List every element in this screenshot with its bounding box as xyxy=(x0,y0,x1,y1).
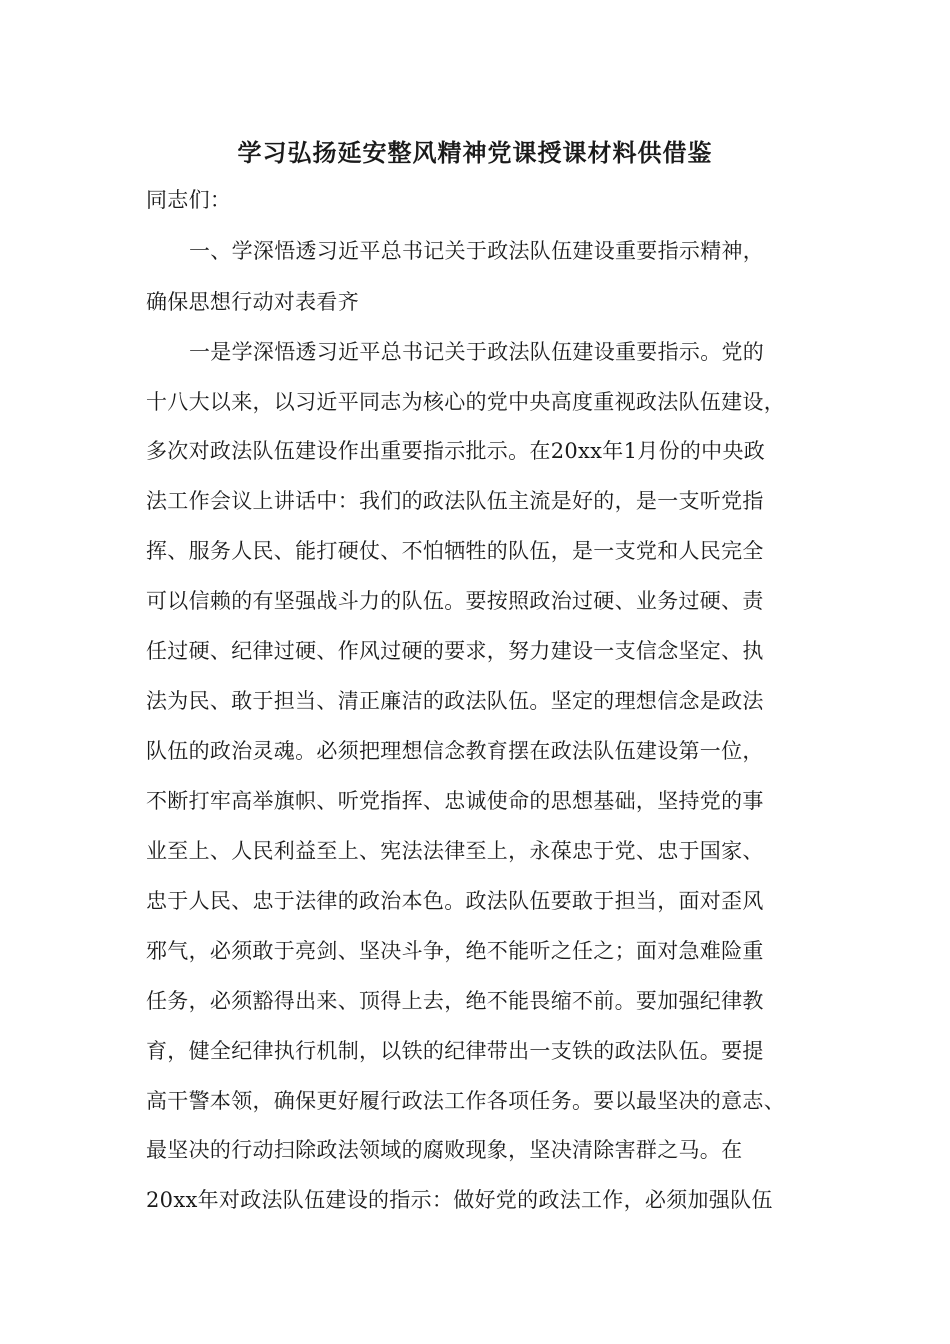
paragraph-line: 邪气，必须敢于亮剑、坚决斗争，绝不能听之任之；面对急难险重 xyxy=(146,939,764,963)
paragraph-line: 任务，必须豁得出来、顶得上去，绝不能畏缩不前。要加强纪律教 xyxy=(146,989,764,1013)
paragraph-line: 十八大以来，以习近平同志为核心的党中央高度重视政法队伍建设， xyxy=(146,390,785,414)
paragraph-line: 育，健全纪律执行机制，以铁的纪律带出一支铁的政法队伍。要提 xyxy=(146,1039,764,1063)
salutation: 同志们： xyxy=(146,188,232,212)
document-title: 学习弘扬延安整风精神党课授课材料供借鉴 xyxy=(237,138,713,167)
paragraph-line: 多次对政法队伍建设作出重要指示批示。在20xx年1月份的中央政 xyxy=(146,439,766,463)
paragraph-line: 忠于人民、忠于法律的政治本色。政法队伍要敢于担当，面对歪风 xyxy=(146,889,764,913)
section-heading-line-2: 确保思想行动对表看齐 xyxy=(146,290,359,314)
paragraph-line: 法为民、敢于担当、清正廉洁的政法队伍。坚定的理想信念是政法 xyxy=(146,689,764,713)
paragraph-line: 挥、服务人民、能打硬仗、不怕牺牲的队伍，是一支党和人民完全 xyxy=(146,539,764,563)
paragraph-line: 不断打牢高举旗帜、听党指挥、忠诚使命的思想基础，坚持党的事 xyxy=(146,789,764,813)
paragraph-line: 一是学深悟透习近平总书记关于政法队伍建设重要指示。党的 xyxy=(189,340,765,364)
paragraph-line: 业至上、人民利益至上、宪法法律至上，永葆忠于党、忠于国家、 xyxy=(146,839,764,863)
paragraph-line: 队伍的政治灵魂。必须把理想信念教育摆在政法队伍建设第一位， xyxy=(146,739,764,763)
paragraph-line: 法工作会议上讲话中：我们的政法队伍主流是好的，是一支听党指 xyxy=(146,489,764,513)
paragraph-line: 20xx年对政法队伍建设的指示：做好党的政法工作，必须加强队伍 xyxy=(146,1188,773,1212)
paragraph-line: 最坚决的行动扫除政法领域的腐败现象，坚决清除害群之马。在 xyxy=(146,1138,743,1162)
paragraph-line: 任过硬、纪律过硬、作风过硬的要求，努力建设一支信念坚定、执 xyxy=(146,639,764,663)
paragraph-line: 高干警本领，确保更好履行政法工作各项任务。要以最坚决的意志、 xyxy=(146,1089,785,1113)
section-heading-line-1: 一、学深悟透习近平总书记关于政法队伍建设重要指示精神， xyxy=(189,239,765,263)
paragraph-line: 可以信赖的有坚强战斗力的队伍。要按照政治过硬、业务过硬、责 xyxy=(146,589,764,613)
